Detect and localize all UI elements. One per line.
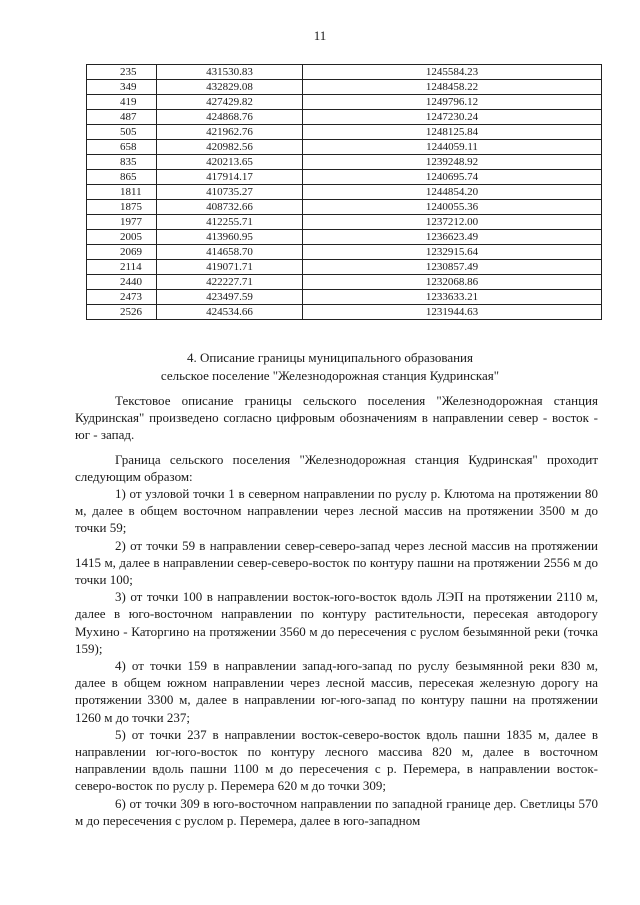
table-row <box>87 305 602 320</box>
table-row <box>87 155 602 170</box>
paragraph-item-5: 5) от точки 237 в направлении восток-северо-восток вдоль пашни 1835 м, далее в направлении юг-юго-восток по контуру лесного массива 820 м, далее в восточном направлении вдоль пашни 1100 м до пересечения с р. Перемера, в направлении восток-северо-восток по руслу р. Перемера 620 м до точки 309; <box>75 726 598 794</box>
x-coordinate-cell: 413960.95 <box>157 230 303 245</box>
point-number-cell: 835 <box>87 155 157 170</box>
x-coordinate-cell: 417914.17 <box>157 170 303 185</box>
y-coordinate-cell: 1249796.12 <box>303 95 602 110</box>
y-coordinate-cell: 1248458.22 <box>303 80 602 95</box>
coordinates-table-body <box>87 65 602 320</box>
table-row <box>87 245 602 260</box>
table-row <box>87 80 602 95</box>
point-number-cell: 2114 <box>87 260 157 275</box>
x-coordinate-cell: 427429.82 <box>157 95 303 110</box>
table-row <box>87 170 602 185</box>
table-row <box>87 275 602 290</box>
table-row <box>87 110 602 125</box>
point-number-cell: 1811 <box>87 185 157 200</box>
point-number-cell: 487 <box>87 110 157 125</box>
y-coordinate-cell: 1247230.24 <box>303 110 602 125</box>
point-number-cell: 2005 <box>87 230 157 245</box>
paragraph-item-4: 4) от точки 159 в направлении запад-юго-запад по руслу безымянной реки 830 м, далее в общем южном направлении через лесной массив, пересекая железную дорогу на протяжении 3300 м, далее в направлении юг-юго-запад по контуру пашни на протяжении 1260 м до точки 237; <box>75 658 598 725</box>
y-coordinate-cell: 1248125.84 <box>303 125 602 140</box>
paragraph-item-3: 3) от точки 100 в направлении восток-юго-восток вдоль ЛЭП на протяжении 2110 м, далее в юго-восточном направлении по контуру растительности, пересекая автодорогу Мухино - Каторгино на протяжении 3560 м до пересечения с руслом безымянной реки (точка 159); <box>75 589 598 656</box>
y-coordinate-cell: 1232915.64 <box>303 245 602 260</box>
x-coordinate-cell: 419071.71 <box>157 260 303 275</box>
coordinates-table <box>86 64 602 320</box>
y-coordinate-cell: 1231944.63 <box>303 305 602 320</box>
point-number-cell: 2526 <box>87 305 157 320</box>
point-number-cell: 658 <box>87 140 157 155</box>
boundary-description <box>75 392 598 829</box>
y-coordinate-cell: 1245584.23 <box>303 65 602 80</box>
x-coordinate-cell: 424534.66 <box>157 305 303 320</box>
table-row <box>87 260 602 275</box>
x-coordinate-cell: 422227.71 <box>157 275 303 290</box>
table-row <box>87 95 602 110</box>
point-number-cell: 2473 <box>87 290 157 305</box>
point-number-cell: 2069 <box>87 245 157 260</box>
point-number-cell: 235 <box>87 65 157 80</box>
table-row <box>87 230 602 245</box>
y-coordinate-cell: 1237212.00 <box>303 215 602 230</box>
x-coordinate-cell: 424868.76 <box>157 110 303 125</box>
y-coordinate-cell: 1240695.74 <box>303 170 602 185</box>
section-title-line-1: 4. Описание границы муниципального образования <box>187 350 473 365</box>
point-number-cell: 1875 <box>87 200 157 215</box>
point-number-cell: 505 <box>87 125 157 140</box>
point-number-cell: 865 <box>87 170 157 185</box>
point-number-cell: 419 <box>87 95 157 110</box>
table-row <box>87 125 602 140</box>
section-title <box>60 349 600 385</box>
x-coordinate-cell: 421962.76 <box>157 125 303 140</box>
paragraph-lead: Граница сельского поселения "Железнодорожная станция Кудринская" проходит следующим образом: <box>75 451 598 484</box>
paragraph-item-2: 2) от точки 59 в направлении север-северо-запад через лесной массив на протяжении 1415 м, далее в направлении север-северо-восток по контуру пашни на протяжении 2556 м до точки 100; <box>75 537 598 588</box>
y-coordinate-cell: 1244854.20 <box>303 185 602 200</box>
y-coordinate-cell: 1230857.49 <box>303 260 602 275</box>
y-coordinate-cell: 1239248.92 <box>303 155 602 170</box>
table-row <box>87 65 602 80</box>
x-coordinate-cell: 432829.08 <box>157 80 303 95</box>
y-coordinate-cell: 1233633.21 <box>303 290 602 305</box>
table-row <box>87 290 602 305</box>
table-row <box>87 140 602 155</box>
x-coordinate-cell: 431530.83 <box>157 65 303 80</box>
x-coordinate-cell: 412255.71 <box>157 215 303 230</box>
point-number-cell: 1977 <box>87 215 157 230</box>
section-title-line-2: сельское поселение "Железнодорожная станция Кудринская" <box>160 368 500 383</box>
point-number-cell: 349 <box>87 80 157 95</box>
y-coordinate-cell: 1236623.49 <box>303 230 602 245</box>
x-coordinate-cell: 414658.70 <box>157 245 303 260</box>
x-coordinate-cell: 420982.56 <box>157 140 303 155</box>
paragraph-intro: Текстовое описание границы сельского поселения "Железнодорожная станция Кудринская" произведено согласно цифровым обозначениям в направлении север - восток - юг - запад. <box>75 393 598 443</box>
y-coordinate-cell: 1244059.11 <box>303 140 602 155</box>
x-coordinate-cell: 408732.66 <box>157 200 303 215</box>
page-number: 11 <box>313 28 327 43</box>
table-row <box>87 185 602 200</box>
x-coordinate-cell: 420213.65 <box>157 155 303 170</box>
y-coordinate-cell: 1240055.36 <box>303 200 602 215</box>
y-coordinate-cell: 1232068.86 <box>303 275 602 290</box>
table-row <box>87 215 602 230</box>
table-row <box>87 200 602 215</box>
paragraph-item-1: 1) от узловой точки 1 в северном направлении по руслу р. Клютома на протяжении 80 м, далее в общем восточном направлении через лесной массив на протяжении 3500 м до точки 59; <box>75 486 598 536</box>
point-number-cell: 2440 <box>87 275 157 290</box>
x-coordinate-cell: 423497.59 <box>157 290 303 305</box>
paragraph-item-6: 6) от точки 309 в юго-восточном направлении по западной границе дер. Светлицы 570 м до пересечения с руслом р. Перемера, далее в юго-западном <box>75 795 598 828</box>
x-coordinate-cell: 410735.27 <box>157 185 303 200</box>
